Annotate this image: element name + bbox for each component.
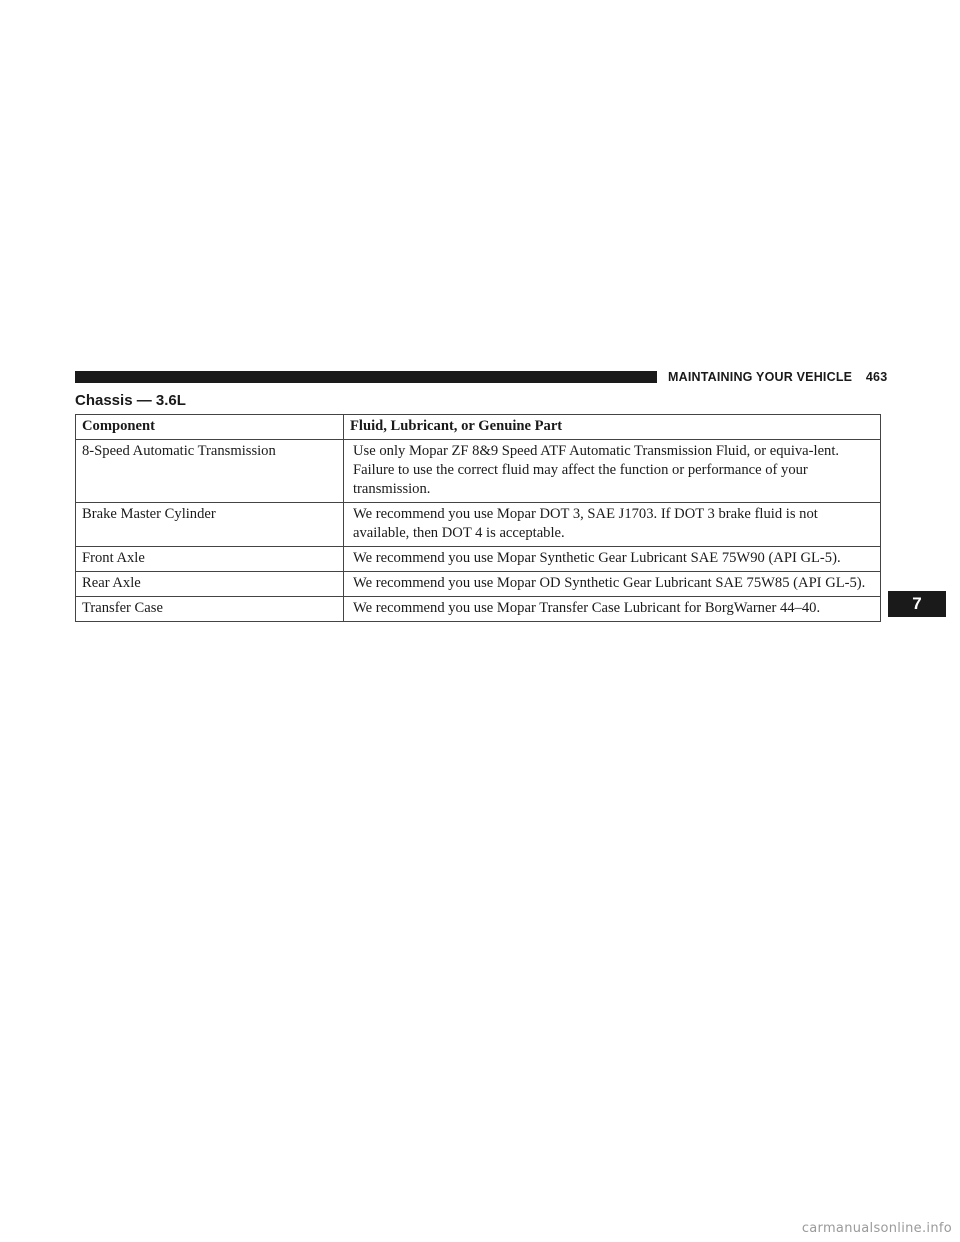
table-row (76, 440, 881, 503)
watermark (0, 1219, 960, 1242)
component-cell: Brake Master Cylinder (76, 503, 344, 547)
fluid-cell: We recommend you use Mopar Transfer Case Lubricant for BorgWarner 44–40. (344, 597, 881, 622)
component-cell: Front Axle (76, 547, 344, 572)
table-header-row (76, 415, 881, 440)
table-row (76, 572, 881, 597)
fluid-cell: We recommend you use Mopar DOT 3, SAE J1703. If DOT 3 brake fluid is not available, then DOT 4 is acceptable. (344, 503, 881, 547)
page-number: 463 (865, 370, 888, 384)
component-cell: 8-Speed Automatic Transmission (76, 440, 344, 503)
fluids-table (75, 414, 881, 622)
table-row (76, 503, 881, 547)
column-header-fluid: Fluid, Lubricant, or Genuine Part (344, 415, 881, 440)
table-row (76, 547, 881, 572)
fluid-cell: We recommend you use Mopar OD Synthetic Gear Lubricant SAE 75W85 (API GL-5). (344, 572, 881, 597)
watermark-text: carmanualsonline.info (801, 1221, 952, 1236)
section-name: MAINTAINING YOUR VEHICLE (668, 370, 853, 384)
component-cell: Rear Axle (76, 572, 344, 597)
section-title: Chassis — 3.6L (75, 392, 186, 409)
table-row (76, 597, 881, 622)
fluid-cell: Use only Mopar ZF 8&9 Speed ATF Automatic Transmission Fluid, or equiva-lent. Failure to use the correct fluid may affect the function or performance of your transmission. (344, 440, 881, 503)
chapter-tab: 7 (888, 591, 946, 617)
column-header-component: Component (76, 415, 344, 440)
running-header (668, 367, 887, 387)
header-bar (75, 371, 657, 383)
component-cell: Transfer Case (76, 597, 344, 622)
fluid-cell: We recommend you use Mopar Synthetic Gear Lubricant SAE 75W90 (API GL-5). (344, 547, 881, 572)
